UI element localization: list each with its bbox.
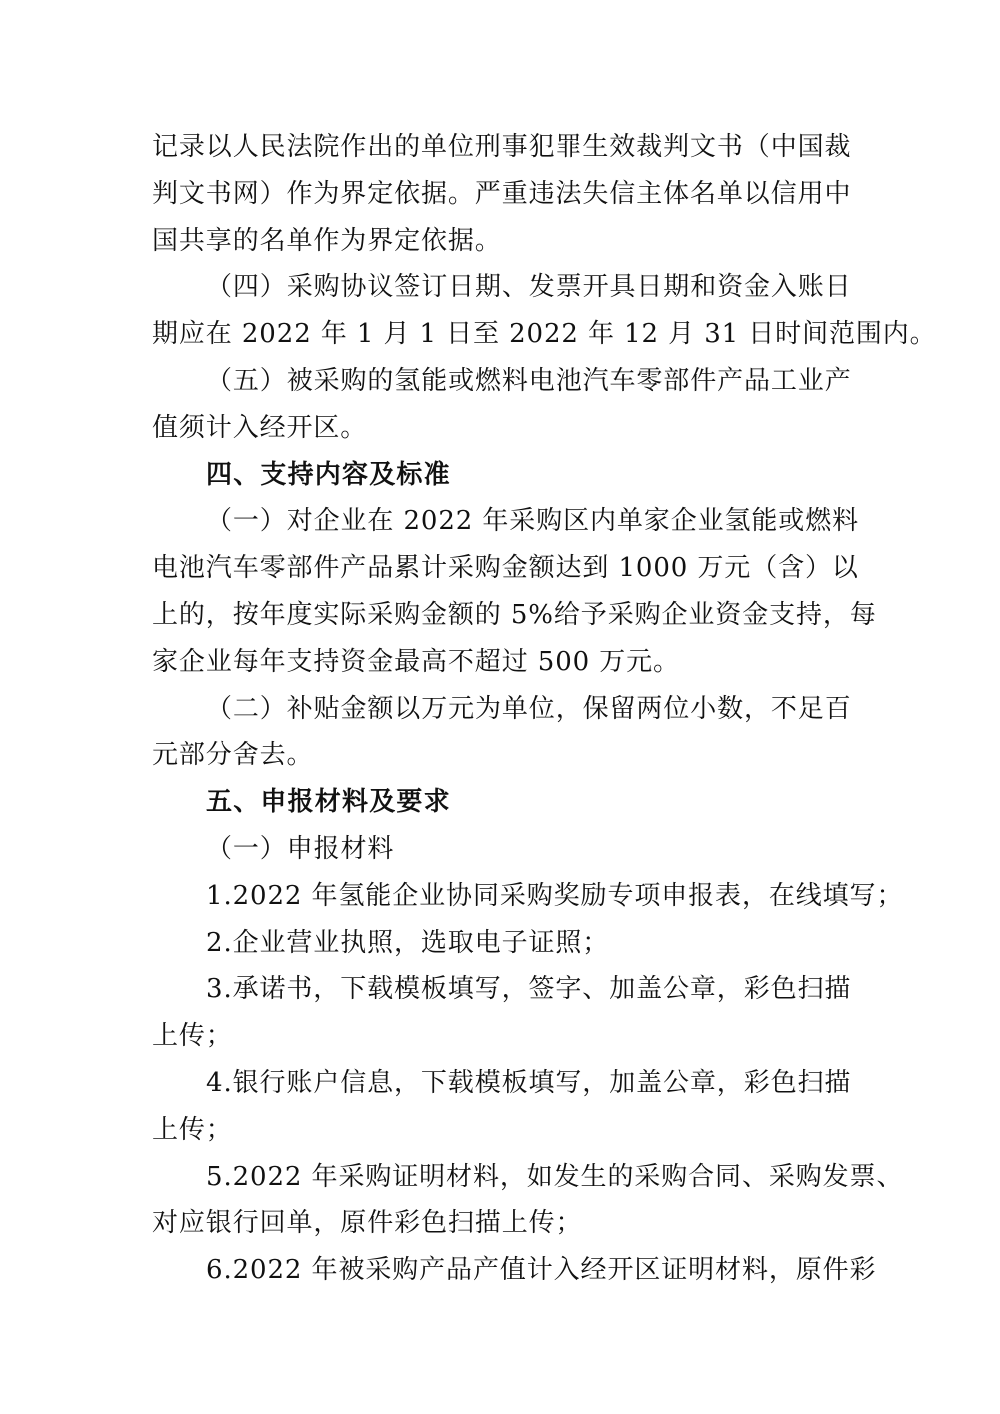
list-item: 1.2022 年氢能企业协同采购奖励专项申报表，在线填写；	[206, 880, 904, 911]
paragraph-line: 记录以人民法院作出的单位刑事犯罪生效裁判文书（中国裁	[152, 132, 852, 162]
paragraph-line: 值须计入经开区。	[152, 412, 368, 443]
section-heading: 四、支持内容及标准	[206, 459, 451, 490]
paragraph-line: 元部分舍去。	[152, 740, 314, 771]
list-item-continuation: 上传；	[152, 1114, 233, 1145]
subsection-heading: （一）申报材料	[206, 833, 395, 864]
section-heading: 五、申报材料及要求	[206, 787, 451, 818]
list-item: 3.承诺书，下载模板填写，签字、加盖公章，彩色扫描	[206, 974, 852, 1005]
paragraph-line: 电池汽车零部件产品累计采购金额达到 1000 万元（含）以	[152, 553, 859, 584]
list-item: 4.银行账户信息，下载模板填写，加盖公章，彩色扫描	[206, 1067, 852, 1098]
paragraph-line: 期应在 2022 年 1 月 1 日至 2022 年 12 月 31 日时间范围内。	[152, 319, 937, 350]
list-item: 5.2022 年采购证明材料，如发生的采购合同、采购发票、	[206, 1161, 904, 1192]
paragraph-line: （四）采购协议签订日期、发票开具日期和资金入账日	[206, 272, 852, 303]
paragraph-line: 上的，按年度实际采购金额的 5%给予采购企业资金支持，每	[152, 599, 877, 630]
list-item-continuation: 对应银行回单，原件彩色扫描上传；	[152, 1208, 583, 1239]
paragraph-line: （一）对企业在 2022 年采购区内单家企业氢能或燃料	[206, 506, 859, 537]
list-item-continuation: 上传；	[152, 1021, 233, 1052]
paragraph-line: （五）被采购的氢能或燃料电池汽车零部件产品工业产	[206, 365, 852, 396]
paragraph-line: 家企业每年支持资金最高不超过 500 万元。	[152, 646, 680, 677]
paragraph-line: 判文书网）作为界定依据。严重违法失信主体名单以信用中	[152, 178, 852, 209]
paragraph-line: 国共享的名单作为界定依据。	[152, 225, 502, 256]
list-item: 6.2022 年被采购产品产值计入经开区证明材料，原件彩	[206, 1255, 877, 1286]
paragraph-line: （二）补贴金额以万元为单位，保留两位小数，不足百	[206, 693, 852, 724]
document-body	[152, 124, 937, 1294]
list-item: 2.企业营业执照，选取电子证照；	[206, 927, 610, 958]
